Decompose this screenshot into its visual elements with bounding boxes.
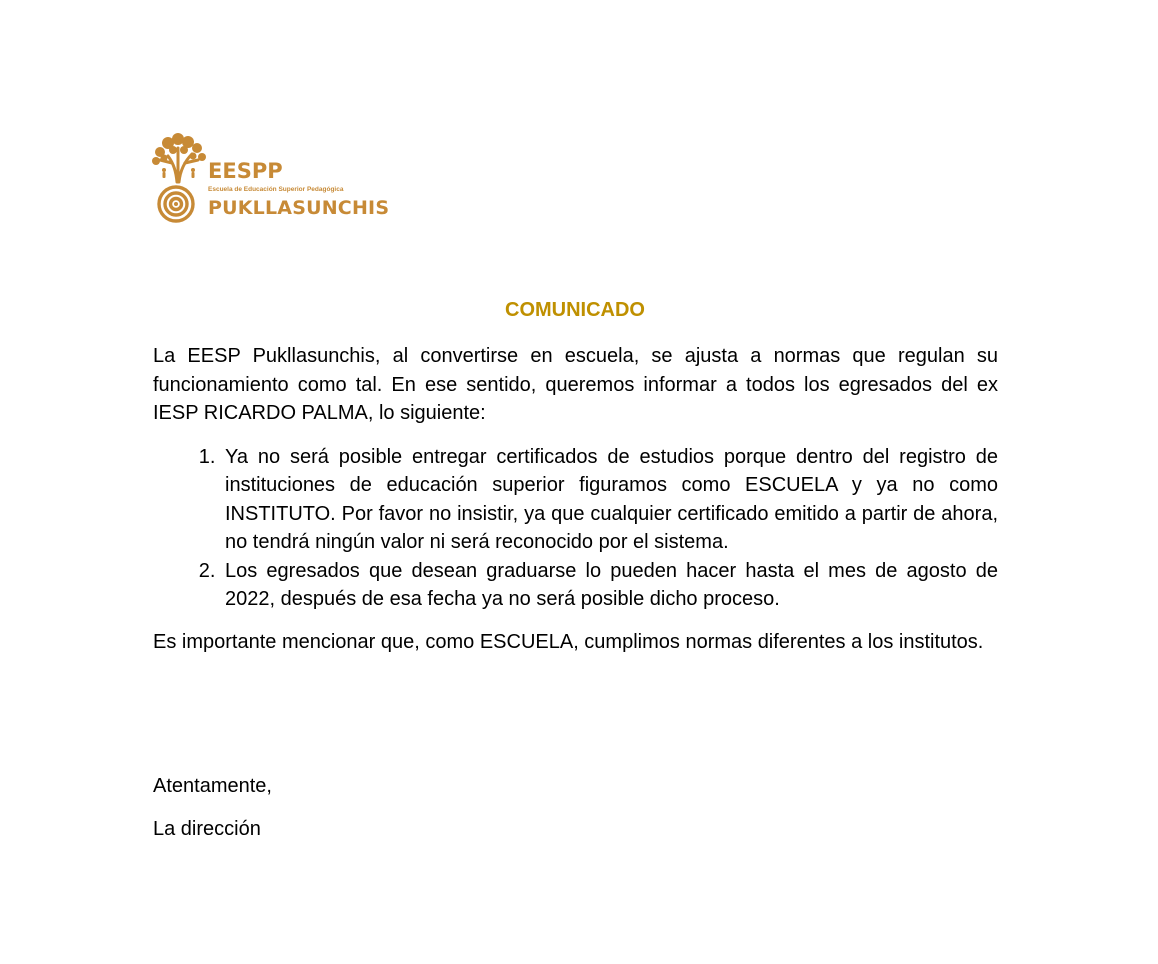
logo-school-name: PUKLLASUNCHIS: [208, 197, 390, 219]
list-item: 2. Los egresados que desean graduarse lo pueden hacer hasta el mes de agosto de 2022, después de esa fecha ya no será posible dicho proceso.: [221, 557, 998, 614]
closing-paragraph: Es importante mencionar que, como ESCUELA, cumplimos normas diferentes a los institutos.: [153, 630, 984, 653]
notice-list: [153, 443, 998, 614]
signature-line: La dirección: [153, 818, 261, 840]
document-title: COMUNICADO: [505, 299, 645, 321]
logo-acronym: EESPP: [208, 159, 283, 183]
regards-line: Atentamente,: [153, 775, 272, 797]
tree-spiral-logo-icon: [150, 130, 210, 225]
intro-paragraph: La EESP Pukllasunchis, al convertirse en escuela, se ajusta a normas que regulan su funcionamiento como tal. En ese sentido, queremos informar a todos los egresados del ex IESP RICARDO PALMA, lo siguiente:: [153, 345, 998, 424]
school-logo: [150, 130, 390, 225]
logo-subtitle: Escuela de Educación Superior Pedagógica: [208, 186, 344, 193]
list-item: 1. Ya no será posible entregar certificados de estudios porque dentro del registro de instituciones de educación superior figuramos como ESCUELA y ya no como INSTITUTO. Por favor no insistir, ya que cualquier certificado emitido a partir de ahora, no tendrá ningún valor ni será reconocido por el sistema.: [221, 443, 998, 557]
document-body: [153, 342, 998, 656]
